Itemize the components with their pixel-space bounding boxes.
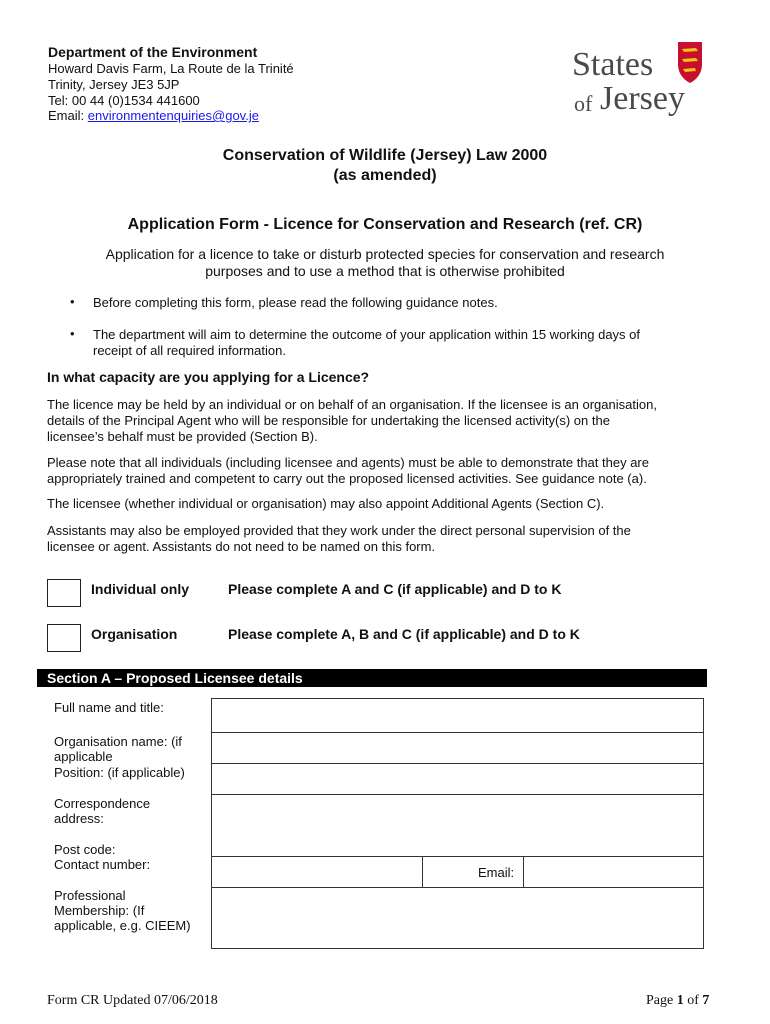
bullet-item-2-line-2: receipt of all required information. — [93, 343, 286, 358]
organisation-name-field[interactable] — [211, 732, 704, 764]
text-line: licensee or agent. Assistants do not need to be named on this form. — [47, 539, 436, 554]
email-label: Email: — [478, 865, 515, 880]
footer-page-number — [646, 993, 709, 1009]
organisation-name-label-1: Organisation name: (if — [54, 734, 182, 749]
contact-number-label: Contact number: — [54, 857, 151, 872]
capacity-paragraph-2 — [47, 455, 727, 487]
bullet-item-2-line-1: The department will aim to determine the outcome of your application within 15 working days of — [93, 327, 641, 342]
capacity-paragraph-1 — [47, 397, 727, 445]
form-title: Application Form - Licence for Conservation and Research (ref. CR) — [127, 216, 643, 233]
address-line-1: Howard Davis Farm, La Route de la Trinité — [48, 61, 294, 76]
email-label-cell — [422, 856, 524, 888]
professional-membership-label-2: Membership: (If — [54, 903, 145, 918]
capacity-paragraph-4 — [47, 523, 727, 555]
professional-membership-label-3: applicable, e.g. CIEEM) — [54, 918, 191, 933]
email-field[interactable] — [523, 856, 704, 888]
professional-membership-field[interactable] — [211, 887, 704, 949]
organisation-label: Organisation — [91, 626, 178, 642]
page-total: 7 — [702, 993, 710, 1008]
footer-form-updated: Form CR Updated 07/06/2018 — [47, 993, 218, 1008]
bullet-dot: • — [70, 294, 75, 309]
states-of-jersey-logo — [572, 40, 707, 124]
position-label: Position: (if applicable) — [54, 765, 185, 780]
full-name-field[interactable] — [211, 698, 704, 733]
form-subtitle-line-1: Application for a licence to take or disturb protected species for conservation and research — [105, 246, 665, 262]
post-code-label: Post code: — [54, 842, 116, 857]
logo-of-text: of — [574, 91, 593, 116]
email-link[interactable]: environmentenquiries@gov.je — [87, 108, 259, 123]
individual-only-label: Individual only — [91, 581, 190, 597]
logo-jersey-text: Jersey — [600, 80, 685, 117]
logo-states-text: States — [572, 46, 654, 83]
law-title: Conservation of Wildlife (Jersey) Law 2000 — [222, 147, 548, 164]
bullet-dot: • — [70, 326, 75, 341]
capacity-paragraph-3 — [47, 496, 727, 512]
department-name: Department of the Environment — [48, 44, 258, 60]
page-current: 1 — [676, 993, 684, 1008]
text-line: The licence may be held by an individual or on behalf of an organisation. If the licensee is an organisation, — [47, 397, 657, 412]
individual-only-instruction: Please complete A and C (if applicable) and D to K — [228, 581, 562, 597]
text-line: Assistants may also be employed provided that they work under the direct personal supervision of the — [47, 523, 631, 538]
text-line: details of the Principal Agent who will be responsible for undertaking the licensed activity(s) on the — [47, 413, 610, 428]
telephone: Tel: 00 44 (0)1534 441600 — [48, 93, 200, 108]
email-prefix: Email: — [48, 108, 88, 123]
law-amended: (as amended) — [333, 167, 437, 184]
correspondence-label-2: address: — [54, 811, 104, 826]
organisation-checkbox[interactable] — [47, 624, 81, 652]
correspondence-label-1: Correspondence — [54, 796, 151, 811]
text-line: licensee’s behalf must be provided (Section B). — [47, 429, 318, 444]
bullet-item-1: Before completing this form, please read the following guidance notes. — [93, 295, 498, 310]
correspondence-address-field[interactable] — [211, 794, 704, 857]
page-of: of — [683, 993, 703, 1008]
address-line-2: Trinity, Jersey JE3 5JP — [48, 77, 180, 92]
individual-only-checkbox[interactable] — [47, 579, 81, 607]
text-line: Please note that all individuals (including licensee and agents) must be able to demonstrate that they are — [47, 455, 649, 470]
organisation-instruction: Please complete A, B and C (if applicable) and D to K — [228, 626, 580, 642]
capacity-heading: In what capacity are you applying for a Licence? — [47, 369, 370, 385]
full-name-label: Full name and title: — [54, 700, 164, 715]
organisation-name-label-2: applicable — [54, 749, 113, 764]
text-line: The licensee (whether individual or organisation) may also appoint Additional Agents (Section C). — [47, 496, 605, 511]
text-line: appropriately trained and competent to carry out the proposed licensed activities. See guidance note (a). — [47, 471, 647, 486]
position-field[interactable] — [211, 763, 704, 795]
professional-membership-label-1: Professional — [54, 888, 126, 903]
page-prefix: Page — [646, 993, 677, 1008]
email-line — [48, 108, 259, 124]
contact-number-field[interactable] — [211, 856, 423, 888]
crest-icon — [676, 40, 704, 84]
section-a-header: Section A – Proposed Licensee details — [37, 669, 707, 687]
form-subtitle-line-2: purposes and to use a method that is otherwise prohibited — [205, 263, 565, 279]
